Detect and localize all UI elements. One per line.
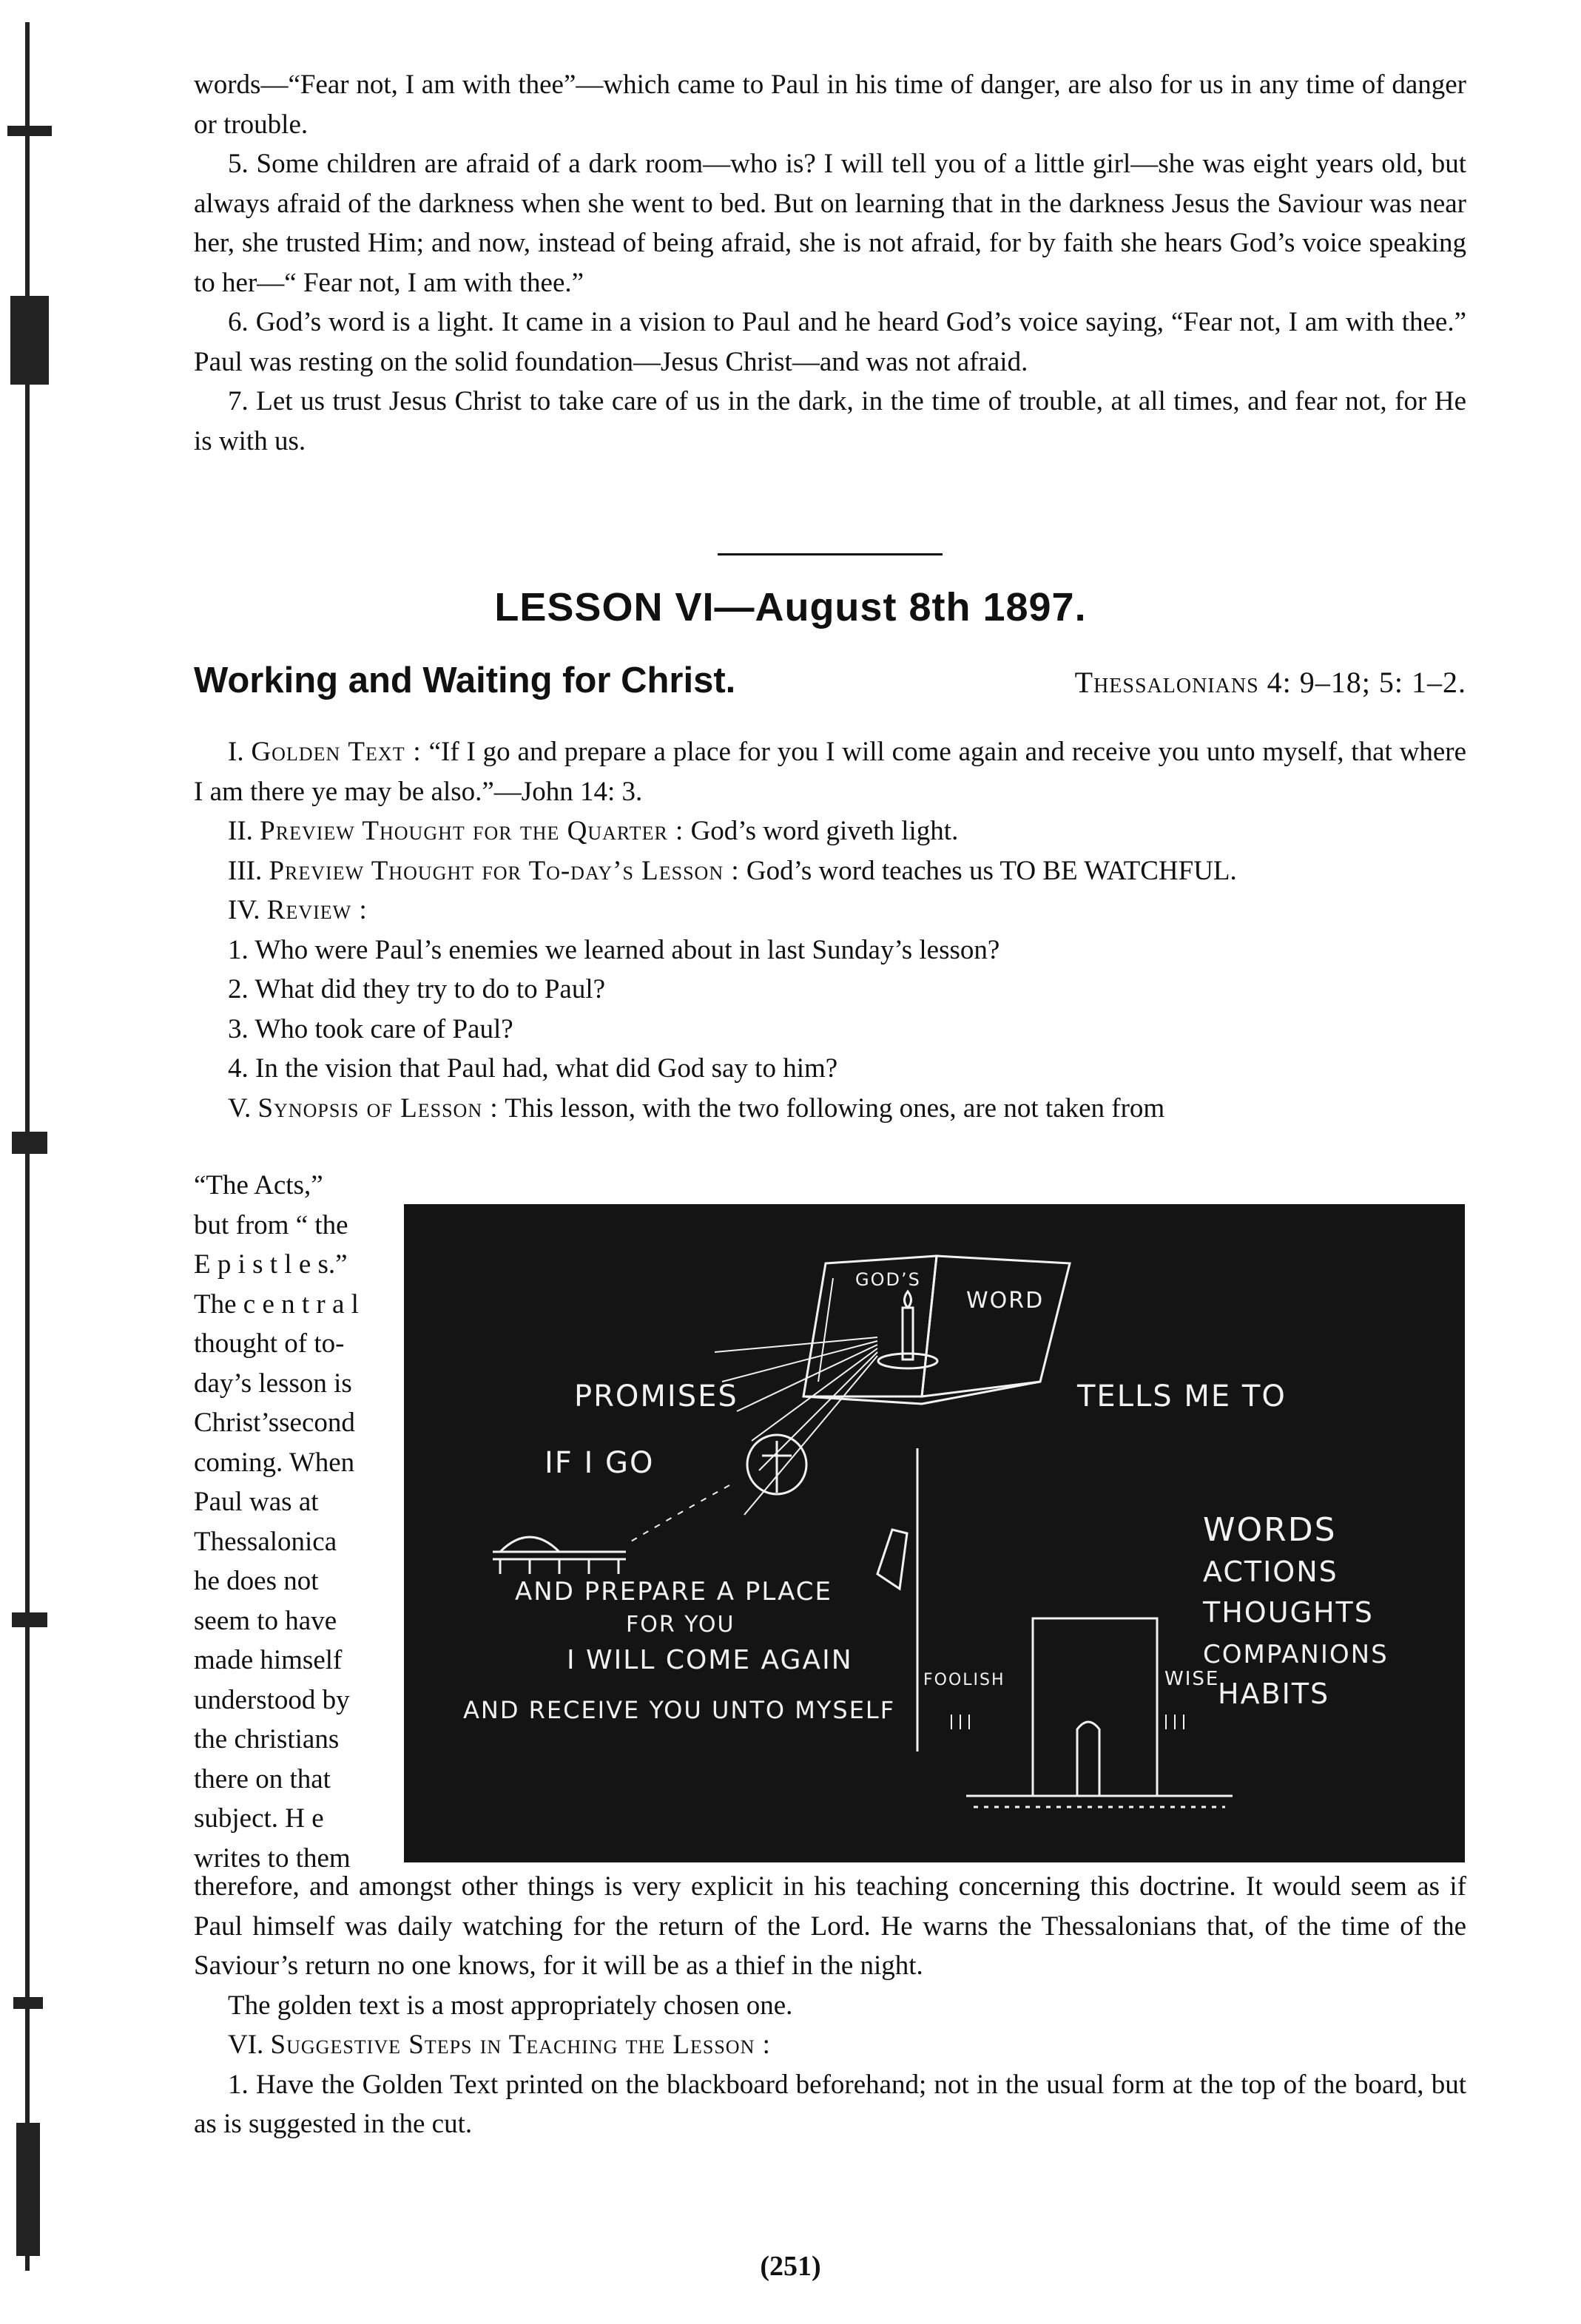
- narrow-line: Thessalonica: [194, 1526, 337, 1557]
- preview-today-label: Preview Thought for To-day’s Lesson :: [269, 855, 740, 886]
- lesson-sections: [194, 732, 1466, 1128]
- if-i-go-label: IF I GO: [545, 1446, 655, 1480]
- list-item-companions: COMPANIONS: [1203, 1640, 1389, 1669]
- narrow-line: made himself: [194, 1645, 343, 1675]
- golden-text: [194, 732, 1466, 811]
- narrow-line: Paul was at: [194, 1487, 319, 1517]
- promises-label: PROMISES: [574, 1379, 738, 1413]
- temple-icon: [493, 1537, 626, 1574]
- receive-label: AND RECEIVE YOU UNTO MYSELF: [463, 1696, 896, 1724]
- review: [194, 891, 1466, 930]
- binding-mark: [12, 1132, 47, 1154]
- preview-quarter-label: Preview Thought for the Quarter :: [260, 816, 684, 846]
- narrow-line: day’s lesson is: [194, 1368, 352, 1399]
- blackboard-drawing: [404, 1204, 1465, 1862]
- wise-label: WISE: [1164, 1668, 1220, 1690]
- narrow-line: thought of to-: [194, 1328, 345, 1359]
- preview-quarter-body: God’s word giveth light.: [690, 816, 959, 846]
- binding-mark: [12, 1612, 47, 1627]
- subtitle-row: [194, 660, 1466, 701]
- golden-text-number: I.: [228, 737, 244, 767]
- narrow-line: there on that: [194, 1763, 331, 1794]
- book-right-label: WORD: [966, 1288, 1045, 1314]
- preview-today: [194, 851, 1466, 891]
- pointing-hand-icon: [877, 1530, 907, 1589]
- review-label: Review :: [266, 895, 368, 925]
- prepare-label: AND PREPARE A PLACE: [515, 1577, 832, 1607]
- steps-label: Suggestive Steps in Teaching the Lesson :: [270, 2030, 771, 2060]
- dashed-path: [626, 1485, 729, 1544]
- for-you-label: FOR YOU: [626, 1612, 735, 1638]
- lesson-subtitle: Working and Waiting for Christ.: [194, 661, 736, 700]
- preview-today-number: III.: [228, 855, 263, 886]
- list-item-actions: ACTIONS: [1203, 1555, 1338, 1588]
- list-item-habits: HABITS: [1218, 1678, 1330, 1710]
- narrow-line: subject. H e: [194, 1803, 324, 1834]
- item-5: 5. Some children are afraid of a dark room—who is? I will tell you of a little girl—she was eight years old, but always afraid of the darkness when she went to bed. But on learning that in the darkness Jesus the Saviour was near her, she trusted Him; and now, instead of being afraid, she is not afraid, for by faith she hears God’s voice speaking to her—“ Fear not, I am with thee.”: [194, 149, 1466, 298]
- narrow-line: Christ’ssecond: [194, 1408, 355, 1438]
- foolish-label: FOOLISH: [923, 1671, 1005, 1689]
- binding-mark: [10, 296, 49, 385]
- synopsis-narrow-column: [194, 1166, 389, 1878]
- synopsis: [194, 1089, 1466, 1129]
- scripture-reference: Thessalonians 4: 9–18; 5: 1–2.: [1074, 666, 1466, 699]
- item-6: 6. God’s word is a light. It came in a vision to Paul and he heard God’s voice saying, “Fear not, I am with thee.” Paul was resting on the solid foundation—Jesus Christ—and was not afraid.: [194, 307, 1466, 377]
- narrow-line: “The Acts,”: [194, 1170, 323, 1200]
- open-book-icon: [803, 1256, 1070, 1404]
- review-question: 2. What did they try to do to Paul?: [228, 974, 606, 1004]
- narrow-line: the christians: [194, 1724, 340, 1754]
- preview-quarter-number: II.: [228, 816, 253, 846]
- page-number: (251): [760, 2251, 821, 2282]
- blackboard-illustration: [404, 1204, 1465, 1862]
- narrow-line: seem to have: [194, 1605, 337, 1636]
- synopsis-number: V.: [228, 1092, 252, 1124]
- narrow-line: E p i s t l e s.”: [194, 1249, 348, 1280]
- list-item-words: WORDS: [1203, 1511, 1337, 1549]
- review-question: 3. Who took care of Paul?: [228, 1013, 513, 1044]
- binding-mark: [7, 126, 52, 136]
- narrow-line: he does not: [194, 1566, 319, 1596]
- continuation-paragraph: words—“Fear not, I am with thee”—which came to Paul in his time of danger, are also for us in any time of danger or trouble.: [194, 70, 1466, 140]
- come-again-label: I WILL COME AGAIN: [567, 1645, 853, 1675]
- golden-text-body: “If I go and prepare a place for you I will come again and receive you unto myself, that where I am there ye may be also.”—John 14: 3.: [194, 737, 1467, 807]
- lesson-heading: LESSON VI—August 8th 1897.: [494, 585, 1087, 629]
- synopsis-label: Synopsis of Lesson :: [257, 1092, 499, 1124]
- suggestive-steps: [194, 2025, 1466, 2065]
- lower-text: [194, 1867, 1466, 2144]
- narrow-line: The c e n t r a l: [194, 1288, 359, 1320]
- item-7: 7. Let us trust Jesus Christ to take care of us in the dark, in the time of trouble, at all times, and fear not, for He is with us.: [194, 386, 1466, 456]
- binding-mark: [13, 1997, 43, 2009]
- tells-me-label: TELLS ME TO: [1077, 1379, 1287, 1413]
- synopsis-first-line: This lesson, with the two following ones, are not taken from: [505, 1092, 1165, 1124]
- narrow-line: coming. When: [194, 1447, 355, 1478]
- list-item-thoughts: THOUGHTS: [1203, 1596, 1374, 1629]
- golden-note: The golden text is a most appropriately chosen one.: [228, 1990, 793, 2021]
- binding-mark: [16, 2123, 40, 2256]
- review-number: IV.: [228, 895, 260, 925]
- book-left-label: GOD’S: [855, 1269, 921, 1290]
- synopsis-rest: therefore, and amongst other things is very explicit in his teaching concerning this doctrine. It would seem as if Paul himself was daily watching for the return of the Lord. He warns the Thessalonians that, of the time of the Saviour’s return no one knows, for it will be as a thief in the night.: [194, 1871, 1466, 1981]
- steps-number: VI.: [228, 2030, 264, 2060]
- step-1: 1. Have the Golden Text printed on the blackboard beforehand; not in the usual form at the top of the board, but as is suggested in the cut.: [194, 2069, 1466, 2139]
- top-text: [194, 65, 1466, 461]
- crown-anchor-icon: [747, 1435, 806, 1494]
- review-question: 4. In the vision that Paul had, what did God say to him?: [228, 1053, 838, 1084]
- golden-text-label: Golden Text :: [251, 737, 422, 767]
- footprints-icon: [951, 1715, 1184, 1729]
- narrow-line: but from “ the: [194, 1209, 348, 1240]
- narrow-line: understood by: [194, 1684, 350, 1715]
- divider-rule: [718, 553, 943, 555]
- narrow-line: writes to them: [194, 1842, 351, 1874]
- preview-today-body: God’s word teaches us TO BE WATCHFUL.: [746, 855, 1237, 886]
- preview-quarter: [194, 811, 1466, 851]
- gate-icon: [966, 1618, 1233, 1807]
- review-question: 1. Who were Paul’s enemies we learned about in last Sunday’s lesson?: [228, 934, 1000, 965]
